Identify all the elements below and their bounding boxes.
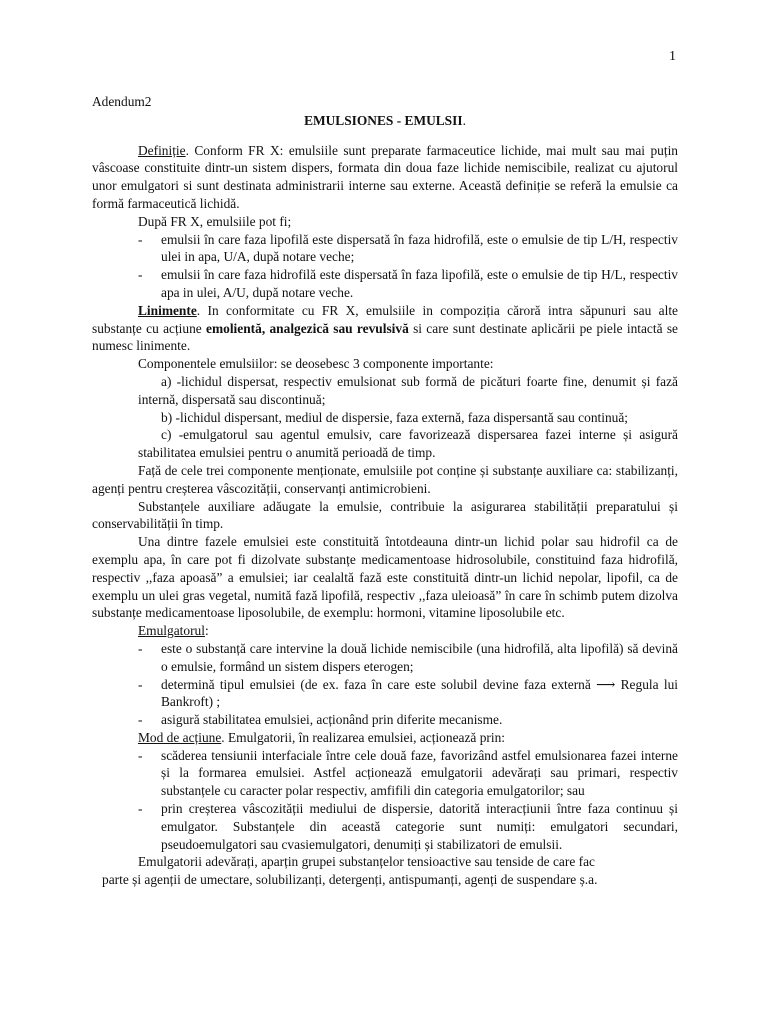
addendum-label: Adendum2 — [92, 94, 152, 109]
liniment-bold: emolientă, analgezică sau revulsivă — [206, 320, 409, 336]
definition-text: . Conform FR X: emulsiile sunt preparate farmaceutice lichide, mai mult sau mai puțin vâscoase constituite dintr-un sistem dispers, formata din doua faze lichide nemiscibile, realizat cu ajutorul unor emulgatori si sunt destinata administrarii interne sau externe. Această definiție se referă la emulsie ca formă farmaceutică lichidă. — [92, 142, 678, 211]
mode-heading-text: Mod de acțiune — [138, 729, 222, 745]
document-title — [92, 112, 678, 130]
list-item-text: emulsii în care faza lipofilă este dispersată în faza hidrofilă, este o emulsie de tip L/H, respectiv ulei in apa, U/A, după notare veche; — [161, 231, 678, 265]
list-item — [138, 747, 678, 800]
list-item — [138, 676, 678, 712]
list-item-text: determină tipul emulsiei (de ex. faza în care este solubil devine faza externă ⟶ Regula lui Bankroft) ; — [161, 676, 678, 710]
list-item-text: prin creșterea vâscozității mediului de dispersie, datorită interacțiunii între faza continuu și emulgator. Substanțele din această categorie sunt numiți: emulgatori secundari, pseudoemulgatori sau cvasiemulgatori, denumiți și stabilizatori de emulsii. — [161, 801, 678, 852]
list-item-text: scăderea tensiunii interfaciale între cele două faze, favorizând astfel emulsionarea fazei interne și la formarea emulsiei. Astfel acționează emulgatorii adevărați sau primari, respectiv substanțele cu caracter polar respectiv, amfifili din categoria emulgatorilor; sau — [161, 747, 678, 799]
list-item-text: emulsii în care faza hidrofilă este dispersată în faza lipofilă, este o emulsie de tip H/L, respectiv apa in ulei, A/U, după notare veche. — [161, 267, 678, 300]
document-body — [92, 93, 678, 889]
final-line-1: Emulgatorii adevărați, aparțin grupei substanțelor tensioactive sau tenside de care fac — [138, 854, 595, 870]
title-period: . — [462, 112, 466, 128]
emulgator-heading — [92, 622, 678, 640]
list-dash: - — [138, 231, 143, 247]
list-dash: - — [138, 676, 143, 692]
list-item — [138, 711, 678, 729]
list-item — [138, 266, 678, 302]
liniment-text-a: . In conformitate cu FR X, emulsiile in compoziția căroră intra săpunuri sau alte substanțe cu acțiune — [92, 302, 678, 336]
mode-heading-text-rest: . Emulgatorii, în realizarea emulsiei, acționează prin: — [221, 729, 505, 745]
page-number: 1 — [669, 49, 676, 64]
liniment-term: Linimente — [138, 302, 197, 318]
list-dash: - — [138, 801, 143, 817]
mode-of-action-heading — [92, 729, 678, 747]
liniment-paragraph — [92, 302, 678, 355]
emulgator-heading-colon: : — [204, 623, 209, 639]
list-item — [138, 640, 678, 676]
components-intro: Componentele emulsiilor: se deosebesc 3 componente importante: — [138, 356, 494, 372]
definition-term: Definiție — [138, 142, 186, 158]
emulgator-heading-text: Emulgatorul — [138, 623, 205, 639]
list-item-text: este o substanță care intervine la două lichide nemiscibile (una hidrofilă, alta lipofilă) să devină o emulsie, formând un sistem dispers eterogen; — [161, 640, 678, 674]
list-item — [138, 800, 678, 853]
component-item: a) -lichidul dispersat, respectiv emulsionat sub formă de picături foarte fine, denumit și fază internă, dispersată sau discontinuă; — [138, 373, 678, 407]
liniment-text-b: si care sunt destinate aplicării pe piele intactă se numesc linimente. — [92, 320, 678, 354]
list-dash: - — [138, 712, 143, 728]
auxiliary-paragraph: Față de cele trei componente menționate, emulsiile pot conține și substanțe auxiliare ca: stabilizanți, agenți pentru creșterea vâscozității, conservanți antimicrobieni. — [92, 462, 678, 496]
final-line-2: parte și agenții de umectare, solubilizanți, detergenți, antispumanți, agenți de suspendare ș.a. — [102, 872, 598, 888]
fr-intro: După FR X, emulsiile pot fi; — [138, 213, 292, 229]
list-item-text: asigură stabilitatea emulsiei, acționând prin diferite mecanisme. — [161, 712, 503, 728]
phases-paragraph: Una dintre fazele emulsiei este constituită întotdeauna dintr-un lichid polar sau hidrofil ca de exemplu apa, în care pot fi dizolvate substanțe medicamentoase hidrosolubile, constituind faza hidrofilă, respectiv ,,faza apoasă” a emulsiei; iar cealaltă fază este constituită dintr-un lichid nepolar, lipofil, ca de exemplu un ulei gras vegetal, numită fază lipofilă, respectiv ,,faza uleioasă” în care în schimb putem dizolva substanțe medicamentoase liposolubile, de exemplu: hormoni, vitamine liposolubile etc. — [92, 534, 678, 621]
auxiliary-paragraph-2: Substanțele auxiliare adăugate la emulsie, contribuie la asigurarea stabilității preparatului și conservabilității în timp. — [92, 498, 678, 532]
list-item — [138, 231, 678, 267]
list-dash: - — [138, 747, 143, 763]
list-dash: - — [138, 640, 143, 656]
title-text: EMULSIONES - EMULSII — [304, 112, 463, 128]
component-item: c) -emulgatorul sau agentul emulsiv, care favorizează dispersarea fazei interne și asigură stabilitatea emulsiei pentru o anumită perioadă de timp. — [138, 427, 678, 461]
list-dash: - — [138, 267, 143, 283]
component-item: b) -lichidul dispersant, mediul de dispersie, faza externă, faza dispersantă sau continuă; — [161, 409, 629, 425]
definition-paragraph — [92, 142, 678, 213]
